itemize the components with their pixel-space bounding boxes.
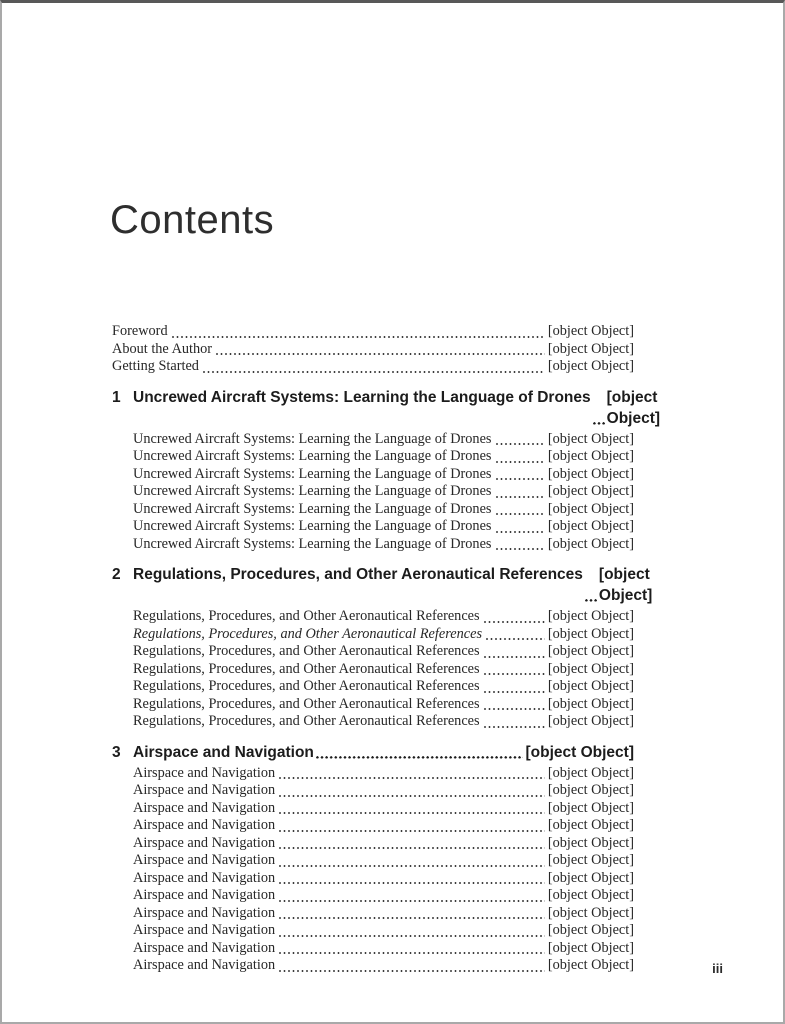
entry-title: Airspace and Navigation <box>133 904 276 921</box>
toc-entry <box>112 358 634 376</box>
entry-page-number: [object Object] <box>547 643 634 659</box>
leader-dots <box>279 870 545 888</box>
entry-title: Regulations, Procedures, and Other Aeronautical References <box>133 643 480 659</box>
leader-dots <box>279 905 545 923</box>
entry-title: Regulations, Procedures, and Other Aeronautical References <box>133 660 480 677</box>
chapter-title: Uncrewed Aircraft Systems: Learning the Language of Drones <box>133 388 591 406</box>
leader-dots <box>216 341 545 359</box>
toc-entry <box>133 765 634 783</box>
entry-page-number: [object Object] <box>547 922 634 938</box>
entry-page-number: [object Object] <box>547 782 634 798</box>
entry-page-number: [object Object] <box>547 713 634 729</box>
chapter-title: Airspace and Navigation <box>133 743 314 761</box>
entry-page-number: [object Object] <box>547 764 634 781</box>
toc-entry <box>133 483 634 501</box>
entry-page-number: [object Object] <box>547 939 634 956</box>
entry-title: Regulations, Procedures, and Other Aeronautical References <box>133 713 480 729</box>
leader-dots <box>279 817 545 835</box>
chapter-heading <box>112 742 634 763</box>
toc-entry <box>133 678 634 696</box>
toc-entry <box>133 661 634 679</box>
entry-page-number: [object Object] <box>547 340 634 357</box>
entry-title: Uncrewed Aircraft Systems: Learning the Language of Drones <box>133 500 492 517</box>
entry-page-number: [object Object] <box>547 817 634 833</box>
leader-dots <box>279 782 545 800</box>
entry-title: Uncrewed Aircraft Systems: Learning the Language of Drones <box>133 535 492 552</box>
chapter-page-number: [object Object] <box>606 388 661 427</box>
entry-title: Regulations, Procedures, and Other Aeronautical References <box>133 695 480 712</box>
toc-entry <box>133 713 634 731</box>
chapter-heading <box>112 564 653 606</box>
leader-dots <box>496 518 545 536</box>
entry-title: Airspace and Navigation <box>133 799 276 816</box>
leader-dots <box>484 678 545 696</box>
entry-title: Regulations, Procedures, and Other Aeronautical References <box>133 608 480 624</box>
leader-dots <box>279 922 545 940</box>
chapter-entry-list <box>133 431 634 554</box>
toc-entry <box>133 448 634 466</box>
leader-dots <box>484 661 545 679</box>
entry-page-number: [object Object] <box>547 608 634 624</box>
entry-page-number: [object Object] <box>547 625 634 642</box>
leader-dots <box>486 626 545 644</box>
leader-dots <box>496 431 545 449</box>
entry-title: Airspace and Navigation <box>133 922 276 938</box>
entry-title: Uncrewed Aircraft Systems: Learning the Language of Drones <box>133 518 492 534</box>
toc-entry <box>133 518 634 536</box>
toc-entry <box>133 922 634 940</box>
leader-dots <box>279 800 545 818</box>
leader-dots <box>484 696 545 714</box>
toc-entry <box>133 466 634 484</box>
entry-page-number: [object Object] <box>547 678 634 694</box>
entry-page-number: [object Object] <box>547 358 634 374</box>
toc-entry <box>133 817 634 835</box>
leader-dots <box>593 387 605 429</box>
entry-title: Uncrewed Aircraft Systems: Learning the Language of Drones <box>133 483 492 499</box>
chapter-page-number: [object Object] <box>525 743 634 761</box>
leader-dots <box>172 323 545 341</box>
leader-dots <box>484 643 545 661</box>
leader-dots <box>279 765 545 783</box>
chapter-number: 2 <box>112 566 121 583</box>
chapter-section <box>112 387 661 554</box>
entry-title: Airspace and Navigation <box>133 817 276 833</box>
front-matter-list <box>112 323 634 376</box>
toc-entry <box>112 323 634 341</box>
entry-title: Uncrewed Aircraft Systems: Learning the Language of Drones <box>133 430 492 447</box>
entry-page-number: [object Object] <box>547 852 634 868</box>
entry-page-number: [object Object] <box>547 695 634 712</box>
toc-entry <box>133 626 634 644</box>
leader-dots <box>585 564 597 606</box>
leader-dots <box>496 536 545 554</box>
leader-dots <box>496 501 545 519</box>
leader-dots <box>203 358 545 376</box>
chapter-entry-list <box>133 608 634 731</box>
toc-entry <box>133 852 634 870</box>
page-title: Contents <box>110 197 275 242</box>
entry-page-number: [object Object] <box>547 904 634 921</box>
entry-page-number: [object Object] <box>547 465 634 482</box>
leader-dots <box>484 713 545 731</box>
leader-dots <box>496 466 545 484</box>
toc-entry <box>133 835 634 853</box>
toc-entry <box>133 800 634 818</box>
entry-title: Airspace and Navigation <box>133 834 276 851</box>
chapter-heading <box>112 387 661 429</box>
entry-page-number: [object Object] <box>547 430 634 447</box>
chapter-entry-list <box>133 765 634 975</box>
leader-dots <box>316 742 524 763</box>
entry-page-number: [object Object] <box>547 660 634 677</box>
leader-dots <box>279 957 545 975</box>
leader-dots <box>279 835 545 853</box>
toc-entry <box>133 643 634 661</box>
table-of-contents <box>112 323 661 975</box>
chapter-title: Regulations, Procedures, and Other Aeronautical References <box>133 566 583 583</box>
leader-dots <box>496 448 545 466</box>
toc-entry <box>112 341 634 359</box>
entry-title: Airspace and Navigation <box>133 887 276 903</box>
entry-page-number: [object Object] <box>547 483 634 499</box>
entry-page-number: [object Object] <box>547 957 634 973</box>
entry-title: About the Author <box>112 340 213 357</box>
entry-page-number: [object Object] <box>547 535 634 552</box>
toc-entry <box>133 870 634 888</box>
entry-page-number: [object Object] <box>547 799 634 816</box>
leader-dots <box>496 483 545 501</box>
leader-dots <box>279 940 545 958</box>
folio-page-number: iii <box>712 961 723 976</box>
entry-page-number: [object Object] <box>547 887 634 903</box>
entry-page-number: [object Object] <box>547 518 634 534</box>
entry-page-number: [object Object] <box>547 323 634 339</box>
entry-page-number: [object Object] <box>547 448 634 464</box>
toc-entry <box>133 431 634 449</box>
toc-entry <box>133 536 634 554</box>
entry-page-number: [object Object] <box>547 834 634 851</box>
entry-title: Airspace and Navigation <box>133 782 276 798</box>
chapter-section <box>112 564 653 731</box>
entry-title: Airspace and Navigation <box>133 852 276 868</box>
leader-dots <box>279 887 545 905</box>
chapter-number: 1 <box>112 388 121 406</box>
toc-entry <box>133 608 634 626</box>
entry-page-number: [object Object] <box>547 869 634 886</box>
entry-title: Foreword <box>112 323 168 339</box>
toc-entry <box>133 905 634 923</box>
toc-entry <box>133 887 634 905</box>
entry-page-number: [object Object] <box>547 500 634 517</box>
entry-title: Uncrewed Aircraft Systems: Learning the Language of Drones <box>133 465 492 482</box>
entry-title: Regulations, Procedures, and Other Aeronautical References <box>133 678 480 694</box>
chapter-number: 3 <box>112 743 121 761</box>
entry-title: Uncrewed Aircraft Systems: Learning the Language of Drones <box>133 448 492 464</box>
entry-title: Airspace and Navigation <box>133 957 276 973</box>
entry-title: Airspace and Navigation <box>133 939 276 956</box>
chapter-section <box>112 742 634 975</box>
toc-entry <box>133 696 634 714</box>
toc-entry <box>133 940 634 958</box>
leader-dots <box>484 608 545 626</box>
entry-title: Getting Started <box>112 358 199 374</box>
toc-entry <box>133 957 634 975</box>
entry-title: Airspace and Navigation <box>133 764 276 781</box>
toc-entry <box>133 782 634 800</box>
chapter-page-number: [object Object] <box>598 566 653 604</box>
toc-entry <box>133 501 634 519</box>
entry-title: Regulations, Procedures, and Other Aeronautical References <box>133 625 483 642</box>
leader-dots <box>279 852 545 870</box>
entry-title: Airspace and Navigation <box>133 869 276 886</box>
